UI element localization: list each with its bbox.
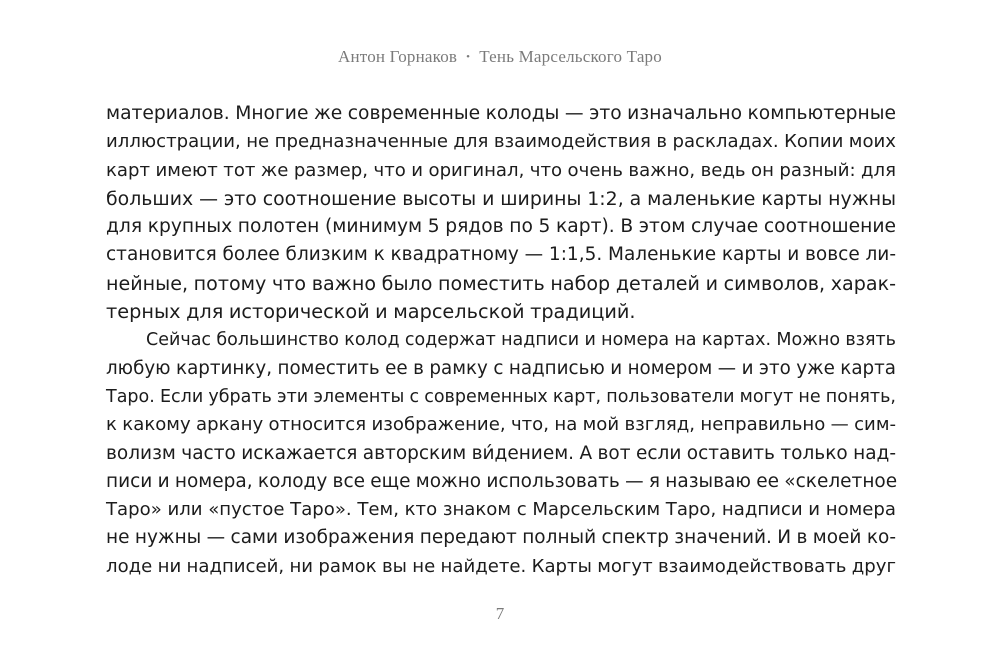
header-author: Антон Горнаков	[338, 47, 458, 66]
text-line: волизм часто искажается авторским ви́дением. А вот если оставить только над-	[106, 442, 896, 464]
text-line: становится более близким к квадратному — 1:1,5. Маленькие карты и вовсе ли-	[106, 244, 896, 266]
text-line: любую картинку, поместить ее в рамку с надписью и номером — и это уже карта	[106, 357, 896, 379]
page-body	[106, 100, 896, 581]
text-line: иллюстрации, не предназначенные для взаимодействия в раскладах. Копии моих	[106, 131, 896, 153]
text-line: для крупных полотен (минимум 5 рядов по 5 карт). В этом случае соотношение	[106, 216, 896, 238]
text-line: карт имеют тот же размер, что и оригинал, что очень важно, ведь он разный: для	[106, 159, 896, 181]
text-line: Таро. Если убрать эти элементы с современных карт, пользователи могут не понять,	[106, 386, 896, 407]
text-line: Таро» или «пустое Таро». Тем, кто знаком с Марсельским Таро, надписи и номера	[106, 499, 896, 521]
paragraph-2	[106, 326, 896, 581]
text-line: к какому аркану относится изображение, что, на мой взгляд, неправильно — сим-	[106, 414, 896, 436]
text-line: писи и номера, колоду все еще можно использовать — я называю ее «скелетное	[106, 470, 898, 492]
text-line: нейные, потому что важно было поместить набор деталей и символов, харак-	[106, 271, 896, 295]
text-line: материалов. Многие же современные колоды — это изначально компьютерные	[106, 103, 896, 124]
text-line: не нужны — сами изображения передают полный спектр значений. И в моей ко-	[106, 527, 896, 549]
running-header	[0, 47, 1000, 67]
text-line: Сейчас большинство колод содержат надписи и номера на картах. Можно взять	[146, 330, 896, 351]
header-book-title: Тень Марсельского Таро	[479, 47, 662, 66]
page-number: 7	[495, 604, 505, 623]
paragraph-1	[106, 100, 896, 326]
text-line: лоде ни надписей, ни рамок вы не найдете. Карты могут взаимодействовать друг	[106, 555, 896, 577]
text-line: больших — это соотношение высоты и ширины 1:2, а маленькие карты нужны	[106, 187, 896, 210]
text-line: терных для исторической и марсельской традиций.	[106, 300, 636, 324]
header-separator: •	[466, 51, 471, 63]
